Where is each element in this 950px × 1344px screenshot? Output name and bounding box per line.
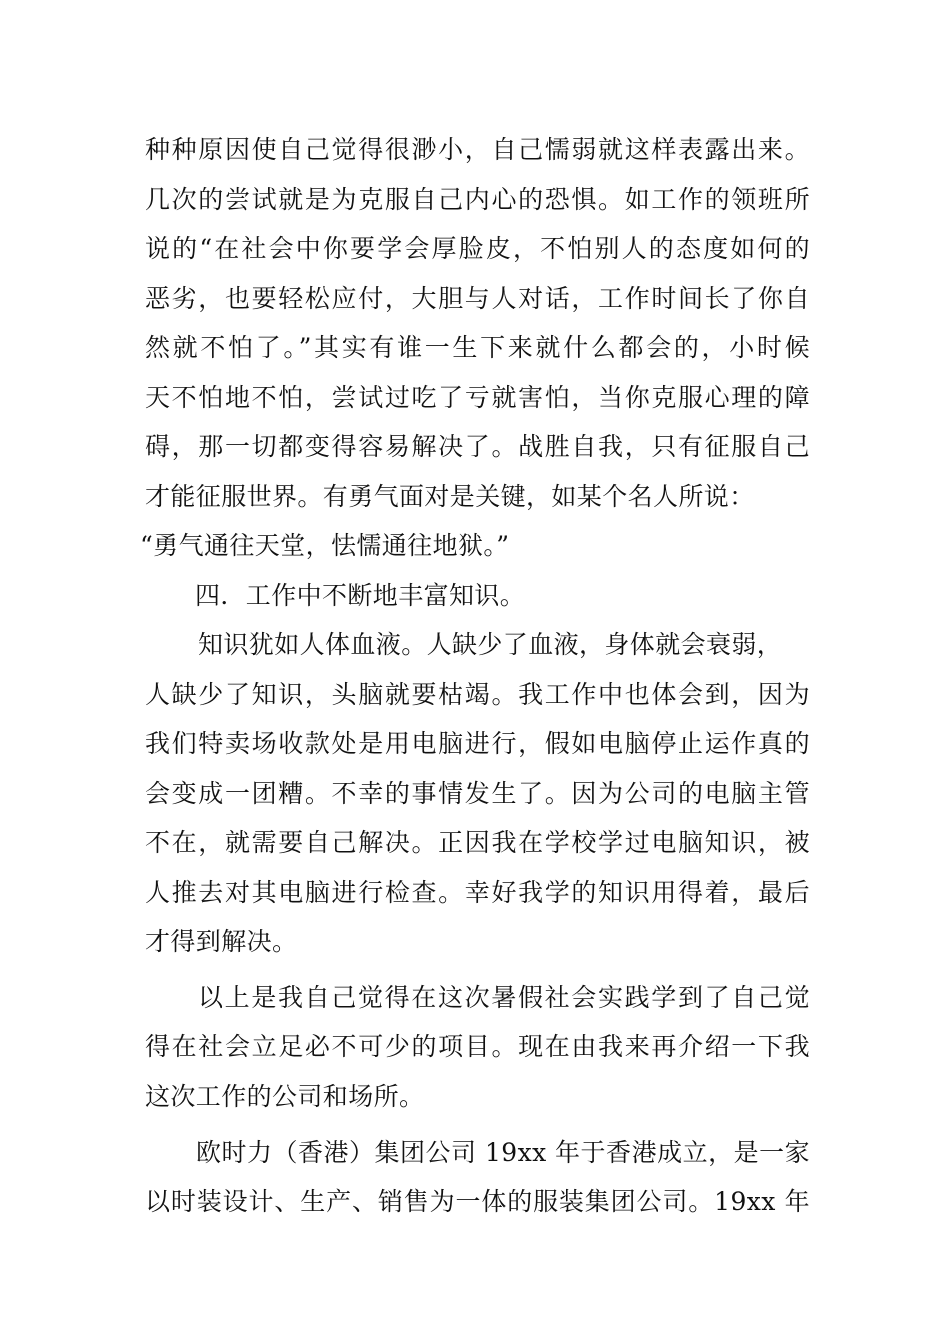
text-line: 以上是我自己觉得在这次暑假社会实践学到了自己觉 [198,983,810,1012]
text-line: 人推去对其电脑进行检查。幸好我学的知识用得着，最后 [145,878,810,907]
section-heading: 四．工作中不断地丰富知识。 [195,581,526,610]
text-line: 欧时力（香港）集团公司 19xx 年于香港成立，是一家 [196,1138,810,1167]
text-line: 才得到解决。 [145,927,298,956]
text-line: 碍，那一切都变得容易解决了。战胜自我，只有征服自己 [145,432,810,461]
text-line: 以时装设计、生产、销售为一体的服装集团公司。19xx 年 [145,1187,810,1216]
text-line: 人缺少了知识，头脑就要枯竭。我工作中也体会到，因为 [145,680,810,709]
text-line: 得在社会立足必不可少的项目。现在由我来再介绍一下我 [145,1032,810,1061]
text-line: “勇气通往天堂，怯懦通往地狱。” [140,531,510,560]
text-line: 这次工作的公司和场所。 [145,1082,425,1111]
text-line: 然就不怕了。”其实有谁一生下来就什么都会的，小时候 [145,333,810,362]
text-line: 不在，就需要自己解决。正因我在学校学过电脑知识，被 [145,828,810,857]
text-line: 种种原因使自己觉得很渺小，自己懦弱就这样表露出来。 [145,135,810,164]
text-line: 说的“在社会中你要学会厚脸皮，不怕别人的态度如何的 [145,234,810,263]
text-line: 我们特卖场收款处是用电脑进行，假如电脑停止运作真的 [145,729,810,758]
text-line: 会变成一团糟。不幸的事情发生了。因为公司的电脑主管 [145,779,810,808]
text-line: 天不怕地不怕，尝试过吃了亏就害怕，当你克服心理的障 [145,383,810,412]
text-line: 几次的尝试就是为克服自己内心的恐惧。如工作的领班所 [145,185,810,214]
text-line: 才能征服世界。有勇气面对是关键，如某个名人所说： [145,482,755,511]
text-line: 知识犹如人体血液。人缺少了血液，身体就会衰弱， [198,630,783,659]
text-line: 恶劣，也要轻松应付，大胆与人对话，工作时间长了你自 [145,284,810,313]
